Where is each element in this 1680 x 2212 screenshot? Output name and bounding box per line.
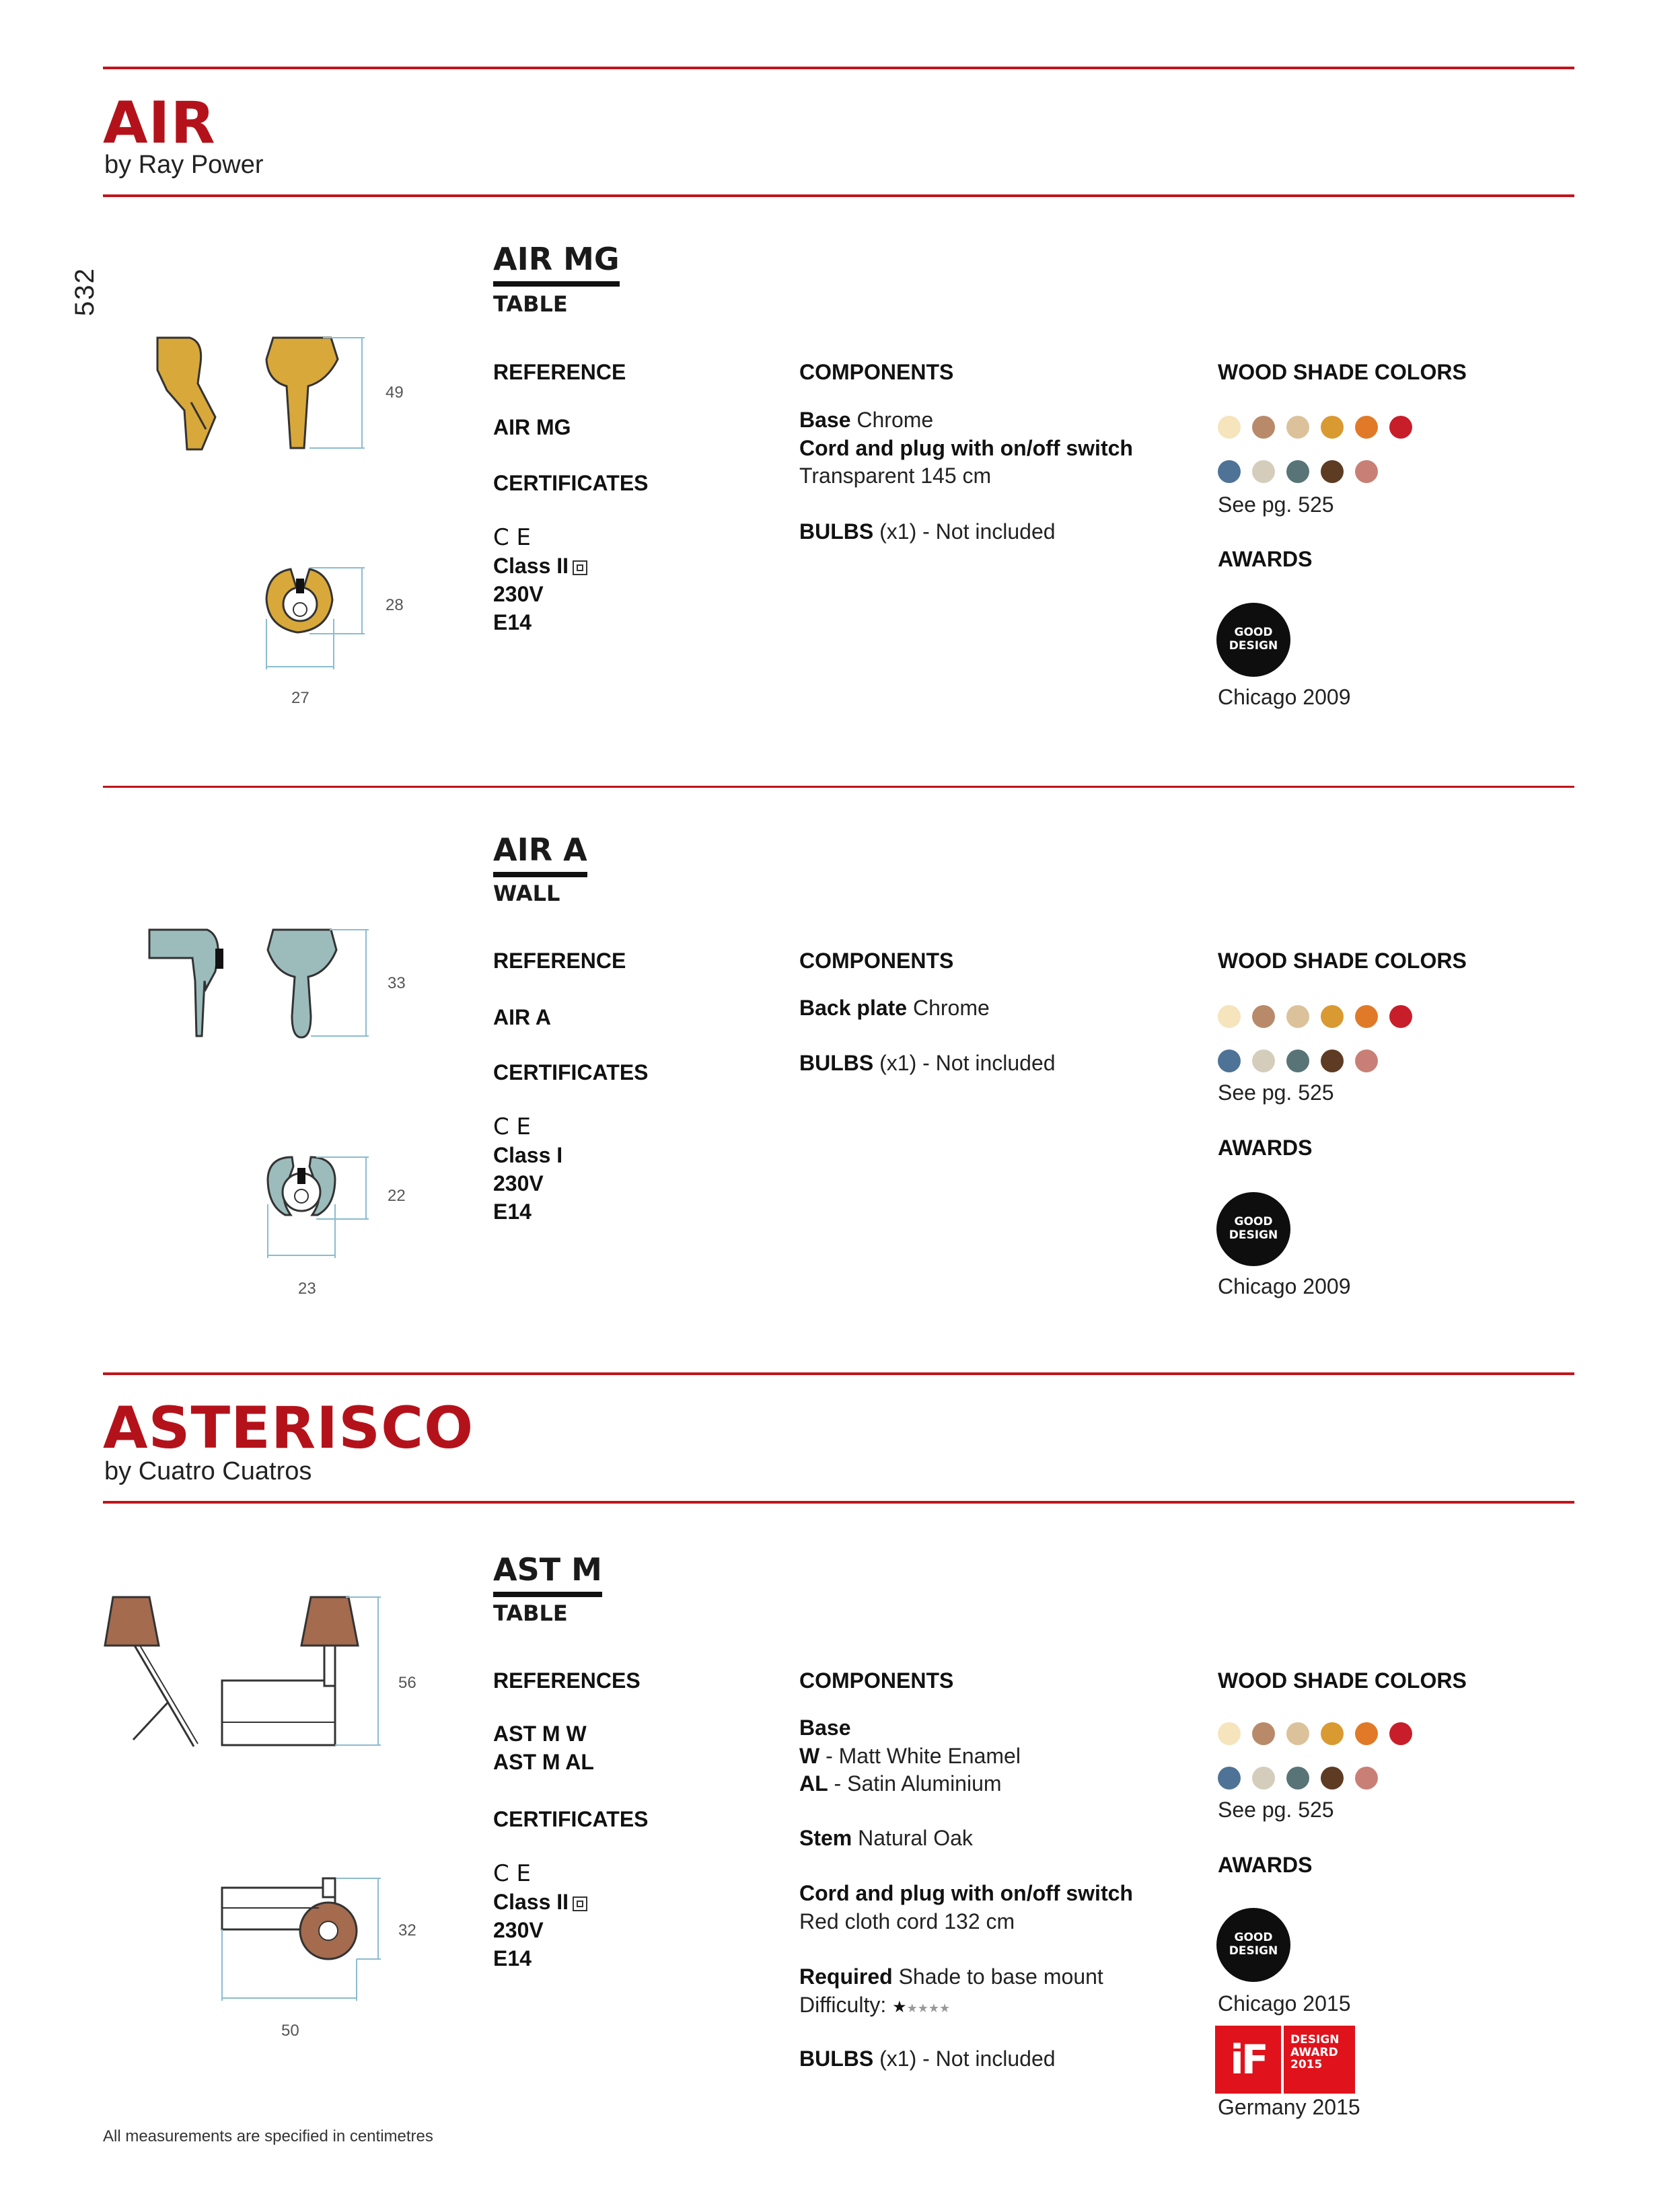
page-number: 532 (70, 267, 100, 316)
reference-value: AIR A (493, 1005, 551, 1029)
dim-depth: 28 (386, 596, 404, 614)
dim-width: 27 (291, 689, 309, 707)
difficulty-stars (892, 1993, 950, 2017)
class-rating (493, 552, 587, 580)
good-design-badge (1216, 1908, 1290, 1982)
color-swatch (1355, 1767, 1378, 1790)
award-text: Chicago 2009 (1218, 1274, 1351, 1298)
colors-heading: WOOD SHADE COLORS (1218, 360, 1467, 384)
certificates-heading: CERTIFICATES (493, 471, 649, 495)
section-bottom-rule (103, 194, 1574, 197)
model-name: AIR MG (493, 244, 620, 287)
see-page-link[interactable]: See pg. 525 (1218, 1798, 1334, 1822)
bulbs-line: BULBS (x1) - Not included (799, 2047, 1056, 2071)
color-swatch (1286, 460, 1309, 483)
certificates-heading: CERTIFICATES (493, 1807, 649, 1831)
difficulty-line (799, 1991, 1103, 2020)
designer-byline: by Cuatro Cuatros (104, 1457, 312, 1485)
section-top-rule (103, 67, 1574, 69)
color-swatch (1355, 1722, 1378, 1745)
color-swatch (1389, 1005, 1412, 1028)
model-name: AIR A (493, 834, 587, 877)
badge-line: DESIGN (1229, 1944, 1278, 1958)
certificates-list (493, 1859, 587, 1973)
dim-height: 33 (388, 974, 406, 992)
color-swatches-row-2 (1218, 1049, 1378, 1072)
reference-heading: REFERENCES (493, 1668, 641, 1693)
brand-title: AIR (103, 89, 216, 157)
ast-m-front-view-shade (301, 1597, 358, 1646)
color-swatch (1286, 1005, 1309, 1028)
color-swatch (1321, 1722, 1344, 1745)
air-mg-drawings (148, 323, 417, 713)
color-swatch (1286, 1722, 1309, 1745)
cord-line: Cord and plug with on/off switch Red cloth cord 132 cm (799, 1880, 1133, 1936)
dim-height: 56 (398, 1674, 416, 1692)
components-heading: COMPONENTS (799, 949, 954, 973)
model-name: AST M (493, 1554, 602, 1597)
color-swatch (1286, 1767, 1309, 1790)
color-swatch (1252, 1767, 1275, 1790)
voltage: 230V (493, 1918, 544, 1942)
color-swatch (1218, 1049, 1241, 1072)
color-swatches-row-1 (1218, 1005, 1412, 1028)
class-ii-icon (573, 560, 587, 575)
base-label: Base (799, 1716, 851, 1740)
color-swatches-row-1 (1218, 1722, 1412, 1745)
class-ii-icon (573, 1896, 587, 1911)
stem-line: Stem Natural Oak (799, 1826, 973, 1850)
color-swatch (1389, 1722, 1412, 1745)
color-swatch (1252, 1722, 1275, 1745)
air-a-front-view (268, 930, 336, 1037)
air-mg-front-view (266, 338, 338, 448)
voltage: 230V (493, 582, 544, 606)
product-divider (103, 786, 1574, 788)
star-empty-icon: ★ (939, 2001, 951, 2015)
components-list (799, 406, 1133, 490)
color-swatch (1218, 1767, 1241, 1790)
color-swatch (1252, 1005, 1275, 1028)
air-mg-side-view (157, 338, 215, 449)
component-line: Back plate Chrome (799, 996, 990, 1020)
ast-m-drawings (94, 1588, 431, 2045)
star-empty-icon: ★ (917, 2001, 928, 2015)
base-option: W - Matt White Enamel (799, 1743, 1021, 1768)
certificates-list (493, 1113, 562, 1226)
designer-byline: by Ray Power (104, 151, 264, 179)
color-swatches-row-1 (1218, 416, 1412, 439)
certificates-list (493, 523, 587, 636)
color-swatch (1252, 460, 1275, 483)
component-line: Cord and plug with on/off switch (799, 435, 1133, 460)
if-logo-icon: iF (1215, 2026, 1284, 2094)
components-list (799, 994, 990, 1023)
color-swatch (1218, 460, 1241, 483)
color-swatch (1389, 416, 1412, 439)
if-award-text: Germany 2015 (1218, 2095, 1360, 2119)
color-swatch (1321, 416, 1344, 439)
color-swatch (1321, 1767, 1344, 1790)
class-rating: Class I (493, 1143, 563, 1167)
color-swatch (1321, 460, 1344, 483)
reference-list (493, 1720, 594, 1776)
badge-line: DESIGN (1229, 639, 1278, 653)
air-a-drawings (135, 915, 417, 1292)
awards-heading: AWARDS (1218, 1853, 1313, 1877)
socket: E14 (493, 1946, 532, 1970)
award-text: Chicago 2015 (1218, 1991, 1351, 2016)
section-top-rule (103, 1372, 1574, 1375)
color-swatch (1218, 1005, 1241, 1028)
dim-width: 50 (281, 2022, 299, 2040)
difficulty-label: Difficulty: (799, 1992, 887, 2017)
color-swatch (1355, 1005, 1378, 1028)
ce-mark: C E (493, 1860, 532, 1887)
ce-mark: C E (493, 1113, 532, 1140)
socket: E14 (493, 610, 532, 634)
badge-line: GOOD (1234, 626, 1273, 640)
good-design-badge (1216, 603, 1290, 677)
if-award-label: DESIGN AWARD 2015 (1290, 2033, 1340, 2072)
ce-mark: C E (493, 524, 532, 551)
color-swatch (1218, 416, 1241, 439)
good-design-badge (1216, 1192, 1290, 1266)
model-type: TABLE (493, 1600, 568, 1626)
model-type: WALL (493, 881, 560, 906)
class-rating (493, 1888, 587, 1916)
awards-heading: AWARDS (1218, 1136, 1313, 1160)
if-design-award-badge (1215, 2026, 1355, 2094)
reference-heading: REFERENCE (493, 949, 626, 973)
see-page-link[interactable]: See pg. 525 (1218, 492, 1334, 517)
bulbs-line: BULBS (x1) - Not included (799, 1051, 1056, 1075)
color-swatch (1355, 460, 1378, 483)
reference-value: AST M W (493, 1722, 587, 1746)
dim-depth: 32 (398, 1921, 416, 1940)
air-a-side-view (149, 930, 218, 1036)
color-swatch (1355, 1049, 1378, 1072)
component-line: Transparent 145 cm (799, 464, 992, 488)
components-base (799, 1714, 1021, 1798)
socket: E14 (493, 1200, 532, 1224)
section-bottom-rule (103, 1501, 1574, 1504)
badge-line: DESIGN (1229, 1228, 1278, 1242)
components-heading: COMPONENTS (799, 1668, 954, 1693)
star-filled-icon: ★ (892, 1997, 907, 2016)
color-swatch (1321, 1049, 1344, 1072)
colors-heading: WOOD SHADE COLORS (1218, 1668, 1467, 1693)
color-swatch (1252, 416, 1275, 439)
component-line: Base Chrome (799, 408, 934, 432)
voltage: 230V (493, 1171, 544, 1195)
star-empty-icon: ★ (928, 2001, 940, 2015)
award-text: Chicago 2009 (1218, 685, 1351, 709)
required-line: Required Shade to base mount Difficulty: ★★★★★ (799, 1963, 1103, 2019)
cord-detail: Red cloth cord 132 cm (799, 1909, 1015, 1933)
colors-heading: WOOD SHADE COLORS (1218, 949, 1467, 973)
model-type: TABLE (493, 291, 568, 317)
badge-line: GOOD (1234, 1215, 1273, 1229)
footer-note: All measurements are specified in centimetres (103, 2127, 433, 2145)
color-swatch (1355, 416, 1378, 439)
dim-height: 49 (386, 383, 404, 402)
color-swatches-row-2 (1218, 460, 1378, 483)
dim-width: 23 (298, 1280, 316, 1298)
reference-value: AST M AL (493, 1750, 594, 1774)
color-swatch (1218, 1722, 1241, 1745)
ast-m-front-view-base (222, 1681, 335, 1745)
bulbs-line: BULBS (x1) - Not included (799, 519, 1056, 544)
color-swatch (1252, 1049, 1275, 1072)
see-page-link[interactable]: See pg. 525 (1218, 1080, 1334, 1105)
class-label: Class II (493, 554, 569, 578)
awards-heading: AWARDS (1218, 547, 1313, 571)
color-swatch (1286, 1049, 1309, 1072)
certificates-heading: CERTIFICATES (493, 1060, 649, 1084)
color-swatches-row-2 (1218, 1767, 1378, 1790)
star-empty-icon: ★ (906, 2001, 918, 2015)
base-option: AL - Satin Aluminium (799, 1771, 1002, 1796)
reference-heading: REFERENCE (493, 360, 626, 384)
color-swatch (1286, 416, 1309, 439)
badge-line: GOOD (1234, 1931, 1273, 1945)
dim-depth: 22 (388, 1187, 406, 1205)
class-label: Class II (493, 1890, 569, 1914)
ast-m-side-view-shade (105, 1597, 159, 1646)
reference-value: AIR MG (493, 415, 571, 439)
components-heading: COMPONENTS (799, 360, 954, 384)
brand-title: ASTERISCO (103, 1395, 474, 1462)
color-swatch (1321, 1005, 1344, 1028)
